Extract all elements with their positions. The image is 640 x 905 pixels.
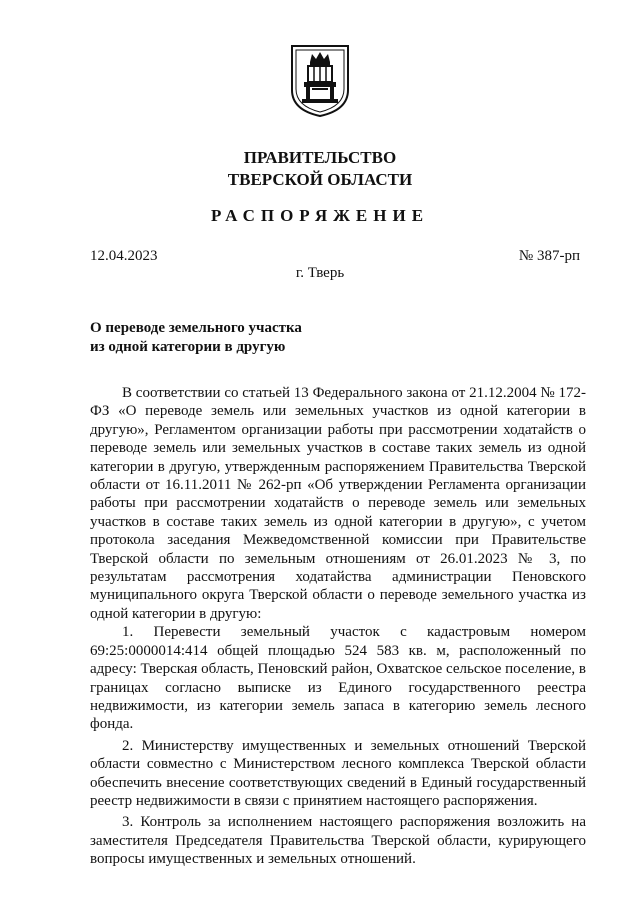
subject-line1: О переводе земельного участка [90,320,302,336]
document-subject [90,319,302,357]
document-date: 12.04.2023 [90,248,158,264]
subject-line2: из одной категории в другую [90,339,286,355]
government-title-line1: ПРАВИТЕЛЬСТВО [243,148,397,167]
tver-coat-of-arms-icon [288,42,352,118]
body-paragraph-preamble: В соответствии со статьей 13 Федерального закона от 21.12.2004 № 172-ФЗ «О переводе земель или земельных участков из одной категории в другую», Регламентом организации работы при рассмотрении ходатайств о переводе земель или земельных участков в составе таких земель из одной категории в другую, утвержденным распоряжением Правительства Тверской области от 16.11.2011 № 262-рп «Об утверждении Регламента организации работы при рассмотрении ходатайств о переводе земель или земельных участков в составе таких земель из одной категории в другую», с учетом протокола заседания Межведомственной комиссии при Правительстве Тверской области по земельным отношениям от 26.01.2023 № 3, по результатам рассмотрения ходатайства администрации Пеновского муниципального округа Тверской области о переводе земельного участка из одной категории в другую: [90,385,586,622]
document-city: г. Тверь [295,265,345,281]
document-type-title: РАСПОРЯЖЕНИЕ [210,206,430,225]
body-paragraph-item-1: 1. Перевести земельный участок с кадастровым номером 69:25:0000014:414 общей площадью 524 583 кв. м, расположенный по адресу: Тверская область, Пеновский район, Охватское сельское поселение, в границах согласно выписке из Единого государственного реестра недвижимости, из категории земель запаса в категорию земель лесного фонда. [90,624,586,733]
document-number: № 387-рп [518,248,580,264]
document-body [90,384,586,869]
body-paragraph-item-2: 2. Министерству имущественных и земельных отношений Тверской области совместно с Министерством лесного комплекса Тверской области обеспечить внесение соответствующих сведений в Единый государственный реестр недвижимости в связи с принятием настоящего распоряжения. [90,737,586,809]
government-title-line2: ТВЕРСКОЙ ОБЛАСТИ [227,170,413,189]
body-paragraph-item-3: 3. Контроль за исполнением настоящего распоряжения возложить на заместителя Председателя Правительства Тверской области, курирующего вопросы имущественных и земельных отношений. [90,814,586,868]
